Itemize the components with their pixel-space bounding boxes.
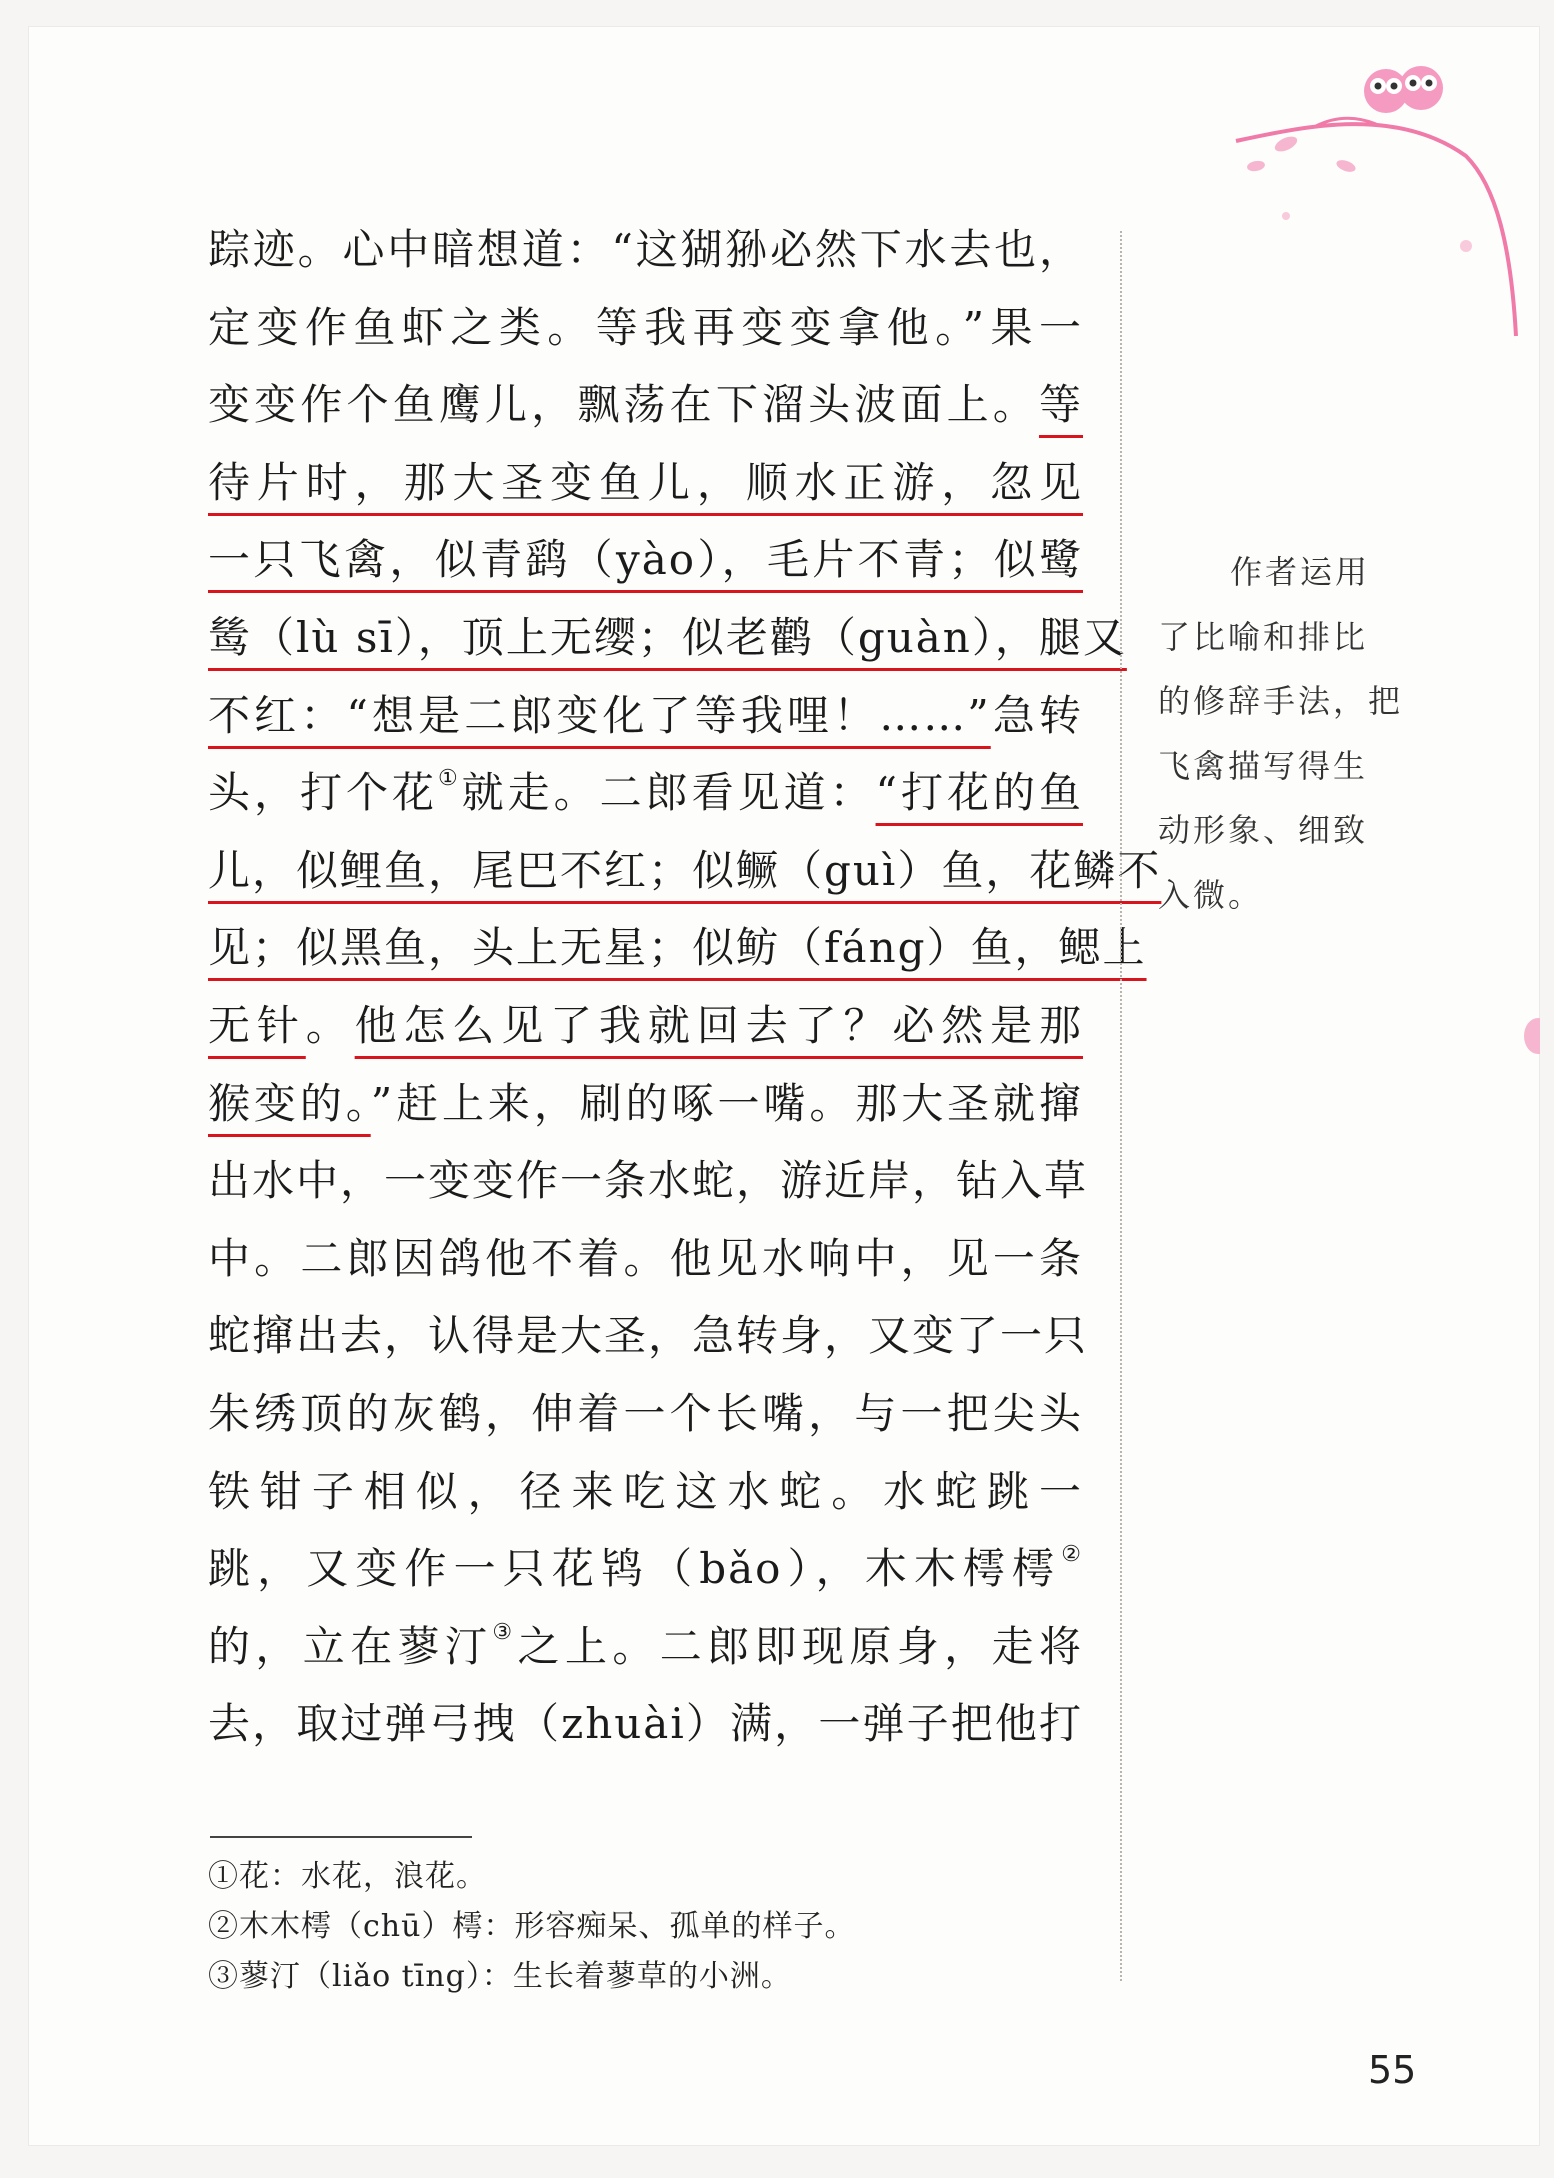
footnote: ③蓼汀（liǎo tīng）：生长着蓼草的小洲。 [208, 1959, 792, 1994]
text-line: 铁钳子相似，径来吃这水蛇。水蛇跳一 [208, 1466, 1083, 1516]
text-line: 中。二郎因鸽他不着。他见水响中，见一条 [208, 1233, 1083, 1283]
footnote-divider [210, 1836, 472, 1838]
text-fragment: 。 [305, 1000, 355, 1050]
text-line: 踪迹。心中暗想道：“这猢狲必然下水去也， [208, 225, 1083, 274]
underlined-text: 无针 [208, 1000, 306, 1050]
text-line: 定变作鱼虾之类。等我再变变拿他。”果一 [208, 302, 1083, 352]
underlined-text: 他怎么见了我就回去了？必然是那 [354, 1000, 1083, 1050]
underlined-text: 等 [1038, 380, 1083, 430]
footnotes [208, 1852, 1108, 2002]
text-line [208, 1608, 1083, 1686]
text-fragment: 之上。二郎即现原身，走将 [517, 1621, 1083, 1671]
text-fragment: 的，立在蓼汀 [208, 1621, 493, 1671]
owl-branch-decoration [1226, 46, 1526, 346]
text-line [208, 366, 1083, 444]
underlined-text: 不红：“想是二郎变化了等我哩！……” [208, 690, 991, 740]
text-fragment: 跳，又变作一只花鸨（bǎo），木木樗樗 [208, 1544, 1062, 1594]
main-passage [208, 211, 1162, 1763]
footnote: ①花：水花，浪花。 [208, 1859, 487, 1894]
annotation-line: 了比喻和排比 [1158, 617, 1369, 656]
annotation-line: 飞禽描写得生 [1158, 746, 1369, 785]
footnote-marker: ③ [492, 1619, 518, 1645]
underlined-text-line: 待片时，那大圣变鱼儿，顺水正游，忽见 [208, 457, 1083, 507]
text-line [208, 754, 1083, 832]
text-line: 去，取过弹弓拽（zhuài）满，一弹子把他打 [208, 1699, 1083, 1749]
margin-divider [1120, 231, 1122, 1981]
underlined-text-line: 一只飞禽，似青鹞（yào），毛片不青；似鹭 [208, 535, 1083, 585]
text-line: 朱绣顶的灰鹤，伸着一个长嘴，与一把尖头 [208, 1388, 1083, 1438]
annotation-line: 动形象、细致 [1158, 811, 1369, 849]
underlined-text: “打花的鱼 [875, 768, 1083, 818]
underlined-text-line: 见；似黑鱼，头上无星；似鲂（fáng）鱼，鳃上 [208, 923, 1147, 973]
text-fragment: ”赶上来，刷的啄一嘴。那大圣就撺 [370, 1078, 1083, 1128]
text-line [208, 1065, 1083, 1143]
text-line [208, 1530, 1083, 1608]
underlined-text: 猴变的。 [208, 1078, 371, 1128]
textbook-page [28, 26, 1540, 2146]
annotation-line: 的修辞手法，把 [1158, 682, 1404, 720]
footnote-marker: ② [1061, 1542, 1083, 1568]
annotation-line: 作者运用 [1230, 553, 1371, 591]
text-line [208, 677, 1083, 755]
text-fragment: 头，打个花 [208, 768, 438, 818]
text-line: 蛇撺出去，认得是大圣，急转身，又变了一只 [208, 1311, 1089, 1361]
petal-decoration [1518, 1016, 1540, 1056]
text-fragment: 急转 [990, 690, 1083, 740]
footnote: ②木木樗（chū）樗：形容痴呆、孤单的样子。 [208, 1909, 856, 1944]
text-fragment: 就走。二郎看见道： [461, 768, 876, 818]
annotation-line: 入微。 [1158, 875, 1264, 914]
text-fragment: 变变作个鱼鹰儿，飘荡在下溜头波面上。 [208, 380, 1039, 430]
text-line: 出水中，一变变作一条水蛇，游近岸，钻入草 [208, 1156, 1089, 1206]
underlined-text-line: 儿，似鲤鱼，尾巴不红；似鳜（guì）鱼，花鳞不 [208, 845, 1162, 895]
page-number: 55 [1368, 2048, 1417, 2092]
text-line [208, 987, 1083, 1065]
footnote-marker: ① [437, 766, 462, 792]
underlined-text-line: 鸶（lù sī），顶上无缨；似老鹳（guàn），腿又 [208, 612, 1127, 662]
margin-annotation [1158, 540, 1404, 927]
